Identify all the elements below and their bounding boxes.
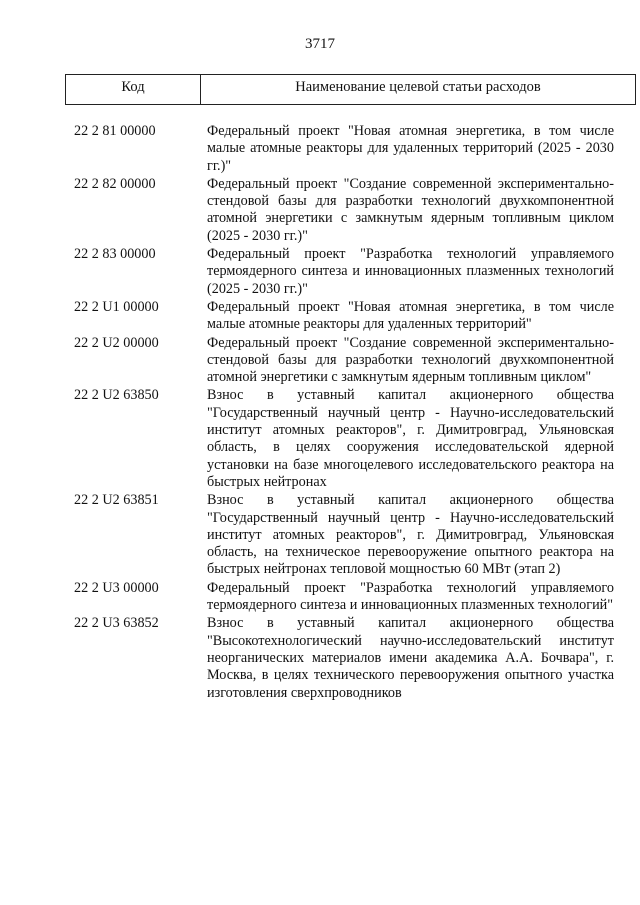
row-code: 22 2 U1 00000 bbox=[74, 298, 159, 315]
table-row bbox=[0, 580, 640, 615]
row-code: 22 2 83 00000 bbox=[74, 246, 156, 263]
row-code: 22 2 U2 63851 bbox=[74, 492, 159, 509]
table-row bbox=[0, 615, 640, 701]
row-code: 22 2 U2 00000 bbox=[74, 334, 159, 351]
row-code: 22 2 82 00000 bbox=[74, 175, 156, 192]
table-row bbox=[0, 387, 640, 491]
table-row bbox=[0, 335, 640, 387]
table-row bbox=[0, 299, 640, 334]
row-name: Федеральный проект "Разработка технологий управляемого термоядерного синтеза и инновационных плазменных технологий" bbox=[207, 579, 614, 614]
row-code: 22 2 U3 63852 bbox=[74, 615, 159, 632]
table-row bbox=[0, 246, 640, 298]
table-header bbox=[65, 74, 636, 105]
row-code: 22 2 U3 00000 bbox=[74, 579, 159, 596]
row-name: Взнос в уставный капитал акционерного общества "Государственный научный центр - Научно-исследовательский институт атомных реакторов", г. Димитровград, Ульяновская область, на техническое перевооружение опытного реактора на быстрых нейтронах тепловой мощностью 60 МВт (этап 2) bbox=[207, 492, 614, 578]
row-code: 22 2 U2 63850 bbox=[74, 387, 159, 404]
budget-items-list bbox=[0, 123, 640, 703]
page-number: 3717 bbox=[305, 36, 335, 52]
row-name: Федеральный проект "Создание современной экспериментально-стендовой базы для разработки технологий двухкомпонентной атомной энергетики с замкнутым ядерным топливным циклом" bbox=[207, 334, 614, 386]
table-row bbox=[0, 123, 640, 175]
row-name: Федеральный проект "Разработка технологий управляемого термоядерного синтеза и инновационных плазменных технологий (2025 - 2030 гг.)" bbox=[207, 246, 614, 297]
column-header-code: Код bbox=[66, 75, 201, 104]
row-name: Федеральный проект "Новая атомная энергетика, в том числе малые атомные реакторы для удаленных территорий" bbox=[207, 298, 614, 333]
row-name: Федеральный проект "Создание современной экспериментально-стендовой базы для разработки технологий двухкомпонентной атомной энергетики с замкнутым ядерным топливным циклом (2025 - 2030 гг.)" bbox=[207, 175, 614, 244]
row-code: 22 2 81 00000 bbox=[74, 123, 156, 139]
table-row bbox=[0, 492, 640, 578]
column-header-name: Наименование целевой статьи расходов bbox=[295, 79, 541, 95]
row-name: Взнос в уставный капитал акционерного общества "Высокотехнологический научно-исследовательский институт неорганических материалов имени академика А.А. Бочвара", г. Москва, в целях технического перевооружения опытного участка изготовления сверхпроводников bbox=[207, 615, 614, 701]
row-name: Взнос в уставный капитал акционерного общества "Государственный научный центр - Научно-исследовательский институт атомных реакторов", г. Димитровград, Ульяновская область, в целях сооружения исследовательской ядерной установки на базе многоцелевого исследовательского реактора на быстрых нейтронах bbox=[207, 387, 614, 490]
row-name: Федеральный проект "Новая атомная энергетика, в том числе малые атомные реакторы для удаленных территорий (2025 - 2030 гг.)" bbox=[207, 123, 614, 174]
table-row bbox=[0, 176, 640, 245]
